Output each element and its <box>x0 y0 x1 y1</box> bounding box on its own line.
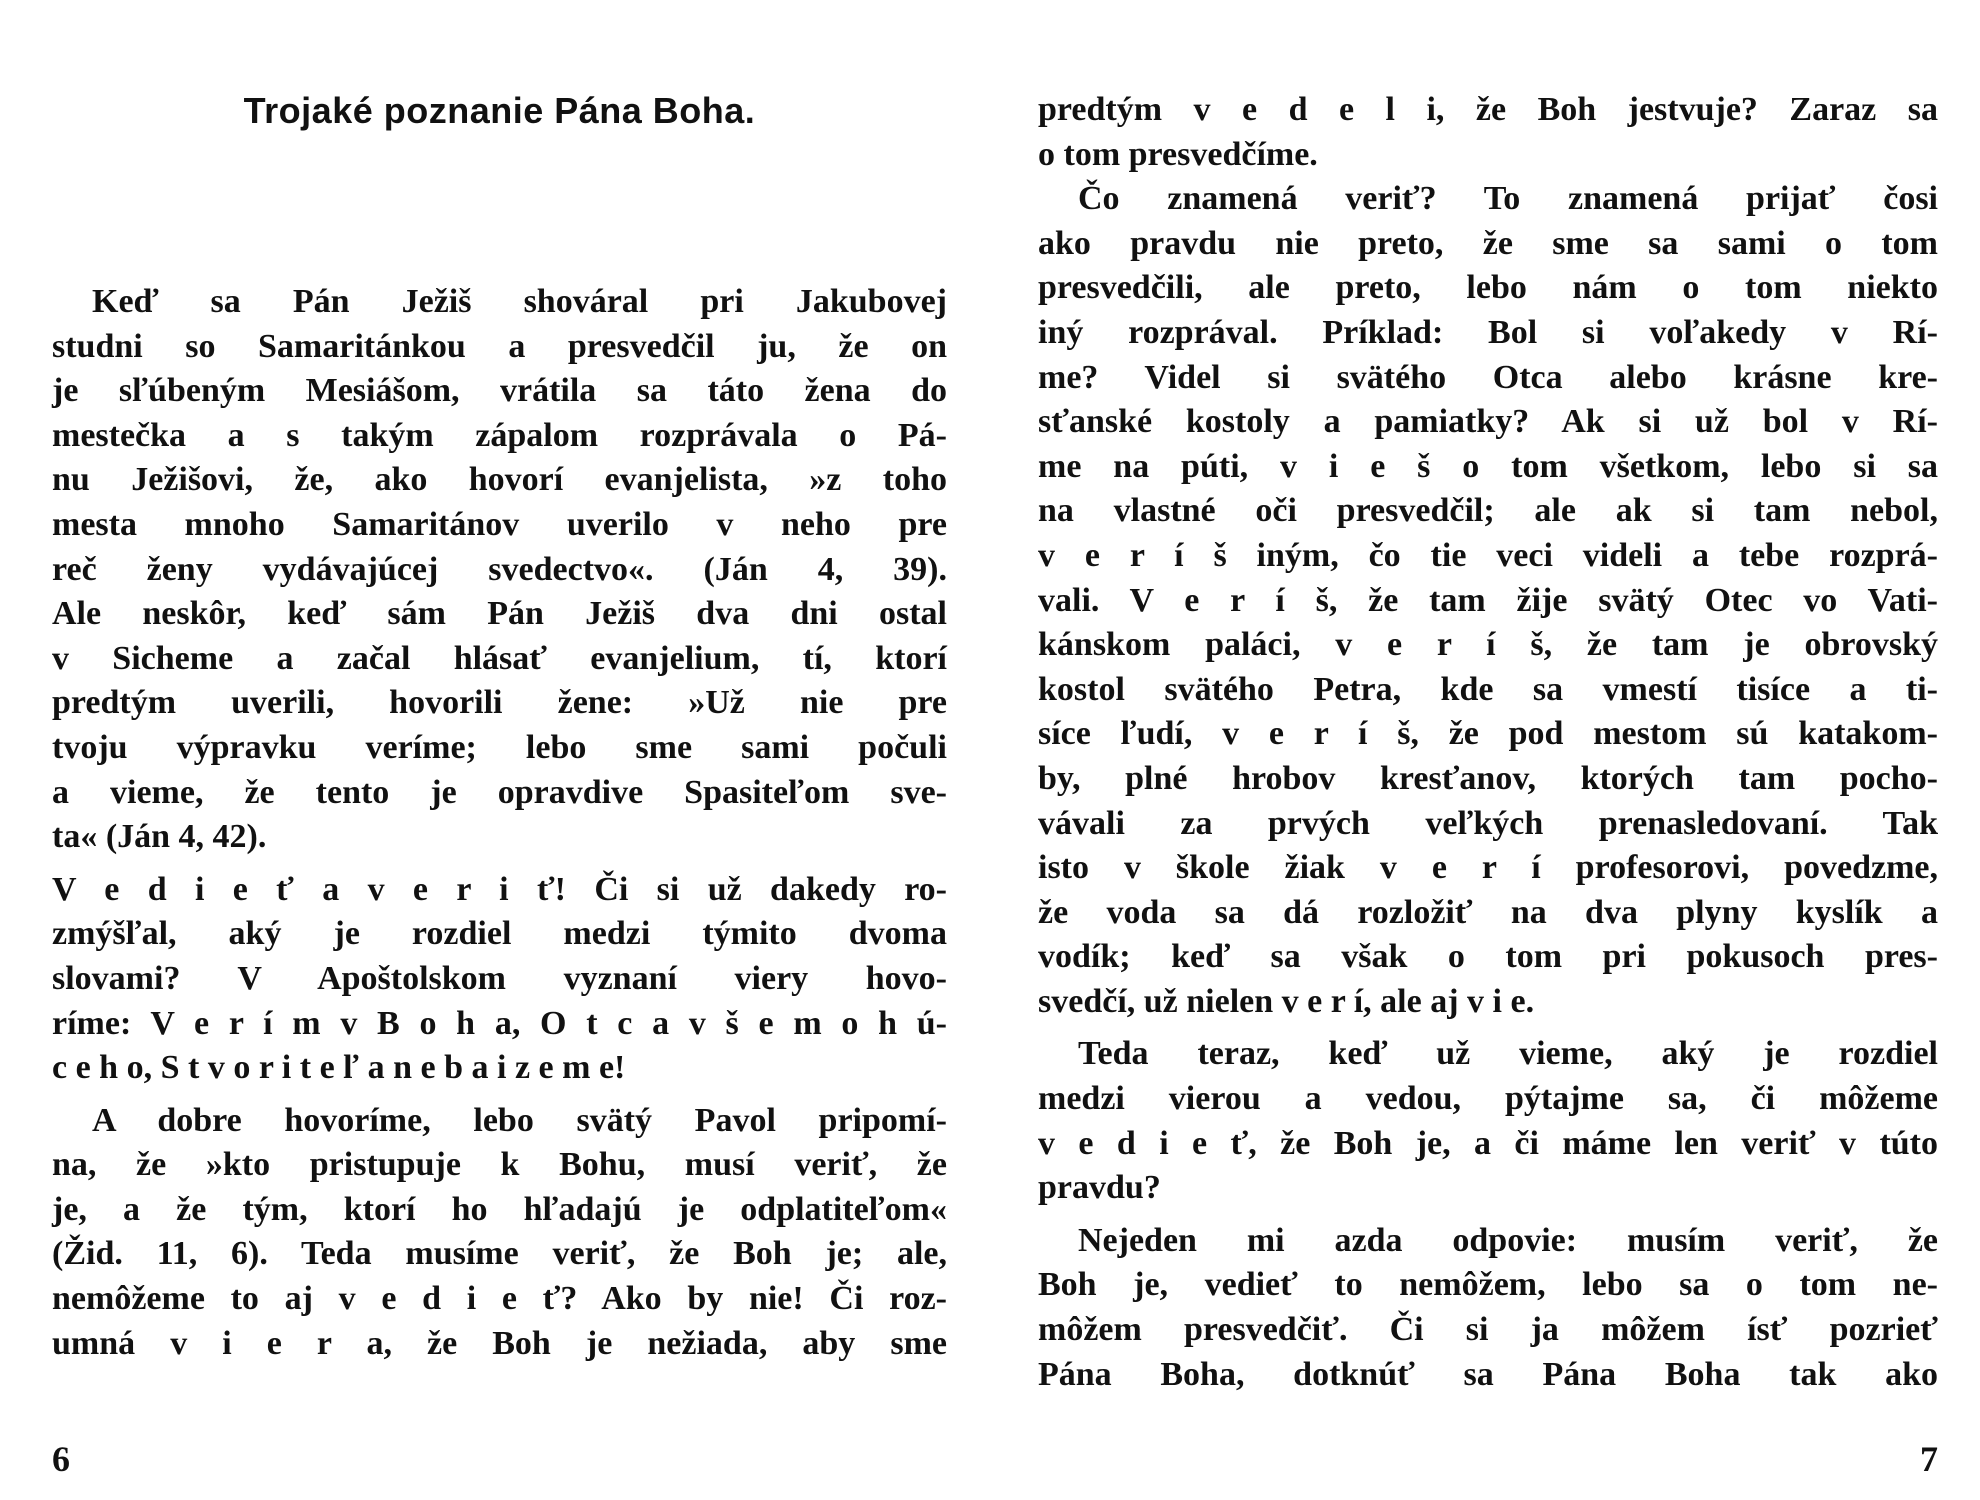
text-line: slovami? V Apoštolskom vyznaní viery hovo- <box>52 959 947 997</box>
right-page <box>1038 0 1938 1500</box>
page-number-right: 7 <box>1920 1439 1938 1479</box>
text-line: môžem presvedčiť. Či si ja môžem ísť pozrieť <box>1038 1311 1938 1349</box>
text-line: Pána Boha, dotknúť sa Pána Boha tak ako <box>1038 1355 1938 1393</box>
text-line: je, a že tým, ktorí ho hľadajú je odplatiteľom« <box>52 1190 947 1228</box>
right-page-text <box>1038 88 1938 1397</box>
chapter-title: Trojaké poznanie Pána Boha. <box>243 90 756 131</box>
text-line: mestečka a s takým zápalom rozprávala o Pá- <box>52 416 947 454</box>
text-line: c e h o, S t v o r i t e ľ a n e b a i z e m e! <box>52 1049 626 1087</box>
page-number-left: 6 <box>52 1439 70 1479</box>
text-line: ako pravdu nie preto, že sme sa sami o tom <box>1038 224 1938 262</box>
text-line: Nejeden mi azda odpovie: musím veriť, že <box>1078 1221 1938 1259</box>
text-line: Teda teraz, keď už vieme, aký je rozdiel <box>1078 1035 1938 1073</box>
text-line: nu Ježišovi, že, ako hovorí evanjelista, »z toho <box>52 461 947 499</box>
text-line: reč ženy vydávajúcej svedectvo«. (Ján 4, 39). <box>52 550 947 588</box>
text-line: predtým uverili, hovorili žene: »Už nie pre <box>52 684 947 722</box>
text-line: by, plné hrobov kresťanov, ktorých tam pocho- <box>1038 759 1938 797</box>
text-line: vodík; keď sa však o tom pri pokusoch pres- <box>1038 938 1938 976</box>
text-line: vávali za prvých veľkých prenasledovaní. Tak <box>1038 804 1938 842</box>
text-line: iný rozprával. Príklad: Bol si voľakedy v Rí- <box>1038 313 1938 351</box>
text-line: kostol svätého Petra, kde sa vmestí tisíce a ti- <box>1038 670 1938 708</box>
text-line: studni so Samaritánkou a presvedčil ju, že on <box>52 327 947 365</box>
left-page-text <box>52 280 947 1366</box>
text-line: A dobre hovoríme, lebo svätý Pavol pripomí- <box>92 1101 947 1139</box>
text-line: sťanské kostoly a pamiatky? Ak si už bol v Rí- <box>1038 403 1938 441</box>
text-line: me? Videl si svätého Otca alebo krásne kre- <box>1038 358 1938 396</box>
text-line: svedčí, už nielen v e r í, ale aj v i e. <box>1038 982 1535 1020</box>
text-line: tvoju výpravku veríme; lebo sme sami počuli <box>52 728 947 766</box>
text-line: medzi vierou a vedou, pýtajme sa, či môžeme <box>1038 1080 1938 1118</box>
text-line: síce ľudí, v e r í š, že pod mestom sú katakom- <box>1038 715 1938 753</box>
text-line: na vlastné oči presvedčil; ale ak si tam nebol, <box>1038 492 1938 530</box>
text-line: na, že »kto pristupuje k Bohu, musí veriť, že <box>52 1146 947 1184</box>
text-line: Boh je, vedieť to nemôžem, lebo sa o tom ne- <box>1038 1266 1938 1304</box>
text-line: (Žid. 11, 6). Teda musíme veriť, že Boh je; ale, <box>52 1235 947 1273</box>
text-line: predtým v e d e l i, že Boh jestvuje? Zaraz sa <box>1038 91 1938 128</box>
text-line: umná v i e r a, že Boh je nežiada, aby sme <box>52 1324 947 1362</box>
text-line: v e d i e ť, že Boh je, a či máme len veriť v túto <box>1038 1124 1938 1162</box>
text-line: pravdu? <box>1038 1169 1161 1207</box>
text-line: o tom presvedčíme. <box>1038 135 1318 173</box>
text-line: me na púti, v i e š o tom všetkom, lebo si sa <box>1038 447 1938 485</box>
text-line: vali. V e r í š, že tam žije svätý Otec vo Vati- <box>1038 581 1938 619</box>
text-line: zmýšľal, aký je rozdiel medzi týmito dvoma <box>52 915 947 953</box>
text-line: že voda sa dá rozložiť na dva plyny kyslík a <box>1038 893 1938 931</box>
text-line: isto v škole žiak v e r í profesorovi, povedzme, <box>1038 849 1938 887</box>
text-line: presvedčili, ale preto, lebo nám o tom niekto <box>1038 269 1938 307</box>
text-line: ta« (Ján 4, 42). <box>52 818 267 856</box>
text-line: Ale neskôr, keď sám Pán Ježiš dva dni ostal <box>52 595 947 633</box>
text-line: V e d i e ť a v e r i ť! Či si už dakedy ro- <box>52 870 947 908</box>
text-line: Čo znamená veriť? To znamená prijať čosi <box>1078 180 1938 218</box>
text-line: je sľúbeným Mesiášom, vrátila sa táto žena do <box>52 372 947 410</box>
text-line: Keď sa Pán Ježiš shováral pri Jakubovej <box>92 283 947 320</box>
text-line: nemôžeme to aj v e d i e ť? Ako by nie! Či roz- <box>52 1280 947 1318</box>
text-line: mesta mnoho Samaritánov uverilo v neho pre <box>52 505 947 543</box>
left-page <box>52 0 947 1500</box>
text-line: v Sicheme a začal hlásať evanjelium, tí, ktorí <box>52 639 947 677</box>
text-line: kánskom paláci, v e r í š, že tam je obrovský <box>1038 626 1938 664</box>
text-line: v e r í š iným, čo tie veci videli a tebe rozprá- <box>1038 536 1938 574</box>
text-line: a vieme, že tento je opravdive Spasiteľom sve- <box>52 773 947 811</box>
text-line: ríme: V e r í m v B o h a, O t c a v š e m o h ú- <box>52 1004 947 1042</box>
